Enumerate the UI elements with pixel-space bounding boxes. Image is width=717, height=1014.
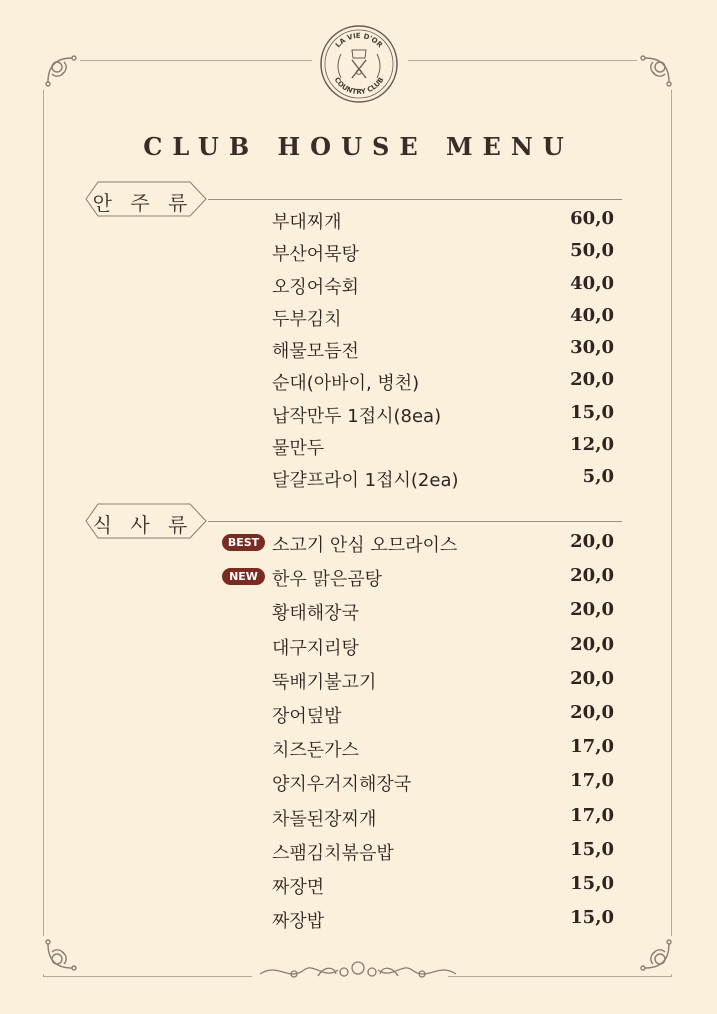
best-badge: BEST [222, 534, 265, 551]
menu-item-name: 해물모듬전 [272, 341, 359, 363]
section-label-siksa: 식 사 류 [92, 513, 194, 537]
menu-item-price: 60,0 [570, 208, 614, 229]
menu-item-name: 뚝배기불고기 [272, 671, 377, 693]
menu-item-name: 부산어묵탕 [272, 244, 359, 266]
menu-item-name: 양지우거지해장국 [272, 774, 412, 796]
menu-item-price: 40,0 [570, 304, 614, 326]
menu-item-price: 50,0 [570, 240, 614, 262]
menu-item [0, 236, 717, 268]
menu-item-name: 치즈돈가스 [272, 740, 359, 762]
corner-ornament-bottom-right [637, 936, 675, 974]
menu-item-price: 17,0 [570, 804, 614, 826]
menu-item-price: 20,0 [570, 701, 614, 723]
new-badge: NEW [222, 568, 265, 585]
menu-item-name: 오징어숙회 [272, 276, 359, 298]
menu-item-name: 차돌된장찌개 [272, 808, 377, 830]
menu-item [0, 664, 717, 698]
section-items-siksa [0, 527, 717, 937]
menu-item [0, 561, 717, 595]
logo-text-bottom: COUNTRY CLUB [332, 75, 386, 97]
club-logo [319, 24, 399, 104]
menu-item [0, 869, 717, 903]
menu-item-name: 납작만두 1접시(8ea) [272, 405, 442, 427]
menu-item-price: 20,0 [570, 369, 614, 391]
menu-item [0, 766, 717, 800]
menu-item [0, 269, 717, 301]
menu-item [0, 630, 717, 664]
menu-item-price: 20,0 [570, 531, 614, 552]
menu-item-name: 한우 맑은곰탕 [272, 569, 383, 591]
menu-item [0, 801, 717, 835]
menu-item-price: 17,0 [570, 770, 614, 792]
menu-item-name: 대구지리탕 [272, 637, 359, 659]
corner-ornament-top-left [42, 52, 80, 90]
menu-item-name: 소고기 안심 오므라이스 [272, 535, 458, 556]
menu-title: CLUB HOUSE MENU [143, 132, 574, 161]
menu-item [0, 835, 717, 869]
menu-item-name: 부대찌개 [272, 212, 342, 233]
menu-item [0, 698, 717, 732]
menu-item [0, 430, 717, 462]
section-divider-siksa [208, 521, 622, 522]
menu-item-name: 짜장면 [272, 876, 325, 898]
bottom-scroll-ornament [258, 952, 458, 988]
menu-item [0, 204, 717, 236]
section-label-anju: 안 주 류 [92, 191, 194, 215]
menu-item-price: 15,0 [570, 872, 614, 894]
menu-item-name: 스팸김치볶음밥 [272, 842, 394, 864]
corner-ornament-top-right [637, 52, 675, 90]
corner-ornament-bottom-left [42, 936, 80, 974]
menu-item-name: 짜장밥 [272, 911, 325, 933]
menu-item-price: 15,0 [570, 401, 614, 423]
menu-item-name: 장어덮밥 [272, 705, 342, 727]
menu-item-name: 황태해장국 [272, 603, 359, 625]
menu-item [0, 301, 717, 333]
menu-item-name: 순대(아바이, 병천) [272, 373, 420, 395]
section-items-anju [0, 204, 717, 495]
menu-item-price: 17,0 [570, 736, 614, 758]
menu-item [0, 595, 717, 629]
menu-item [0, 527, 717, 561]
menu-item-price: 15,0 [570, 838, 614, 860]
menu-item-price: 20,0 [570, 565, 614, 587]
menu-item-name: 물만두 [272, 438, 325, 460]
menu-item-price: 30,0 [570, 337, 614, 359]
menu-item-price: 20,0 [570, 667, 614, 689]
menu-item-price: 15,0 [570, 907, 614, 929]
menu-item-price: 20,0 [570, 633, 614, 655]
menu-item [0, 333, 717, 365]
menu-item-price: 12,0 [570, 434, 614, 456]
menu-item [0, 732, 717, 766]
menu-item-name: 두부김치 [272, 308, 342, 330]
menu-item-price: 20,0 [570, 599, 614, 621]
menu-item [0, 903, 717, 937]
menu-item [0, 365, 717, 397]
menu-item-price: 40,0 [570, 272, 614, 294]
menu-item-price: 5,0 [582, 466, 614, 488]
menu-item [0, 398, 717, 430]
logo-text-top: LA VIE D'OR [334, 31, 384, 50]
menu-item [0, 462, 717, 494]
menu-item-name: 달걀프라이 1접시(2ea) [272, 470, 459, 492]
section-divider-anju [208, 199, 622, 200]
